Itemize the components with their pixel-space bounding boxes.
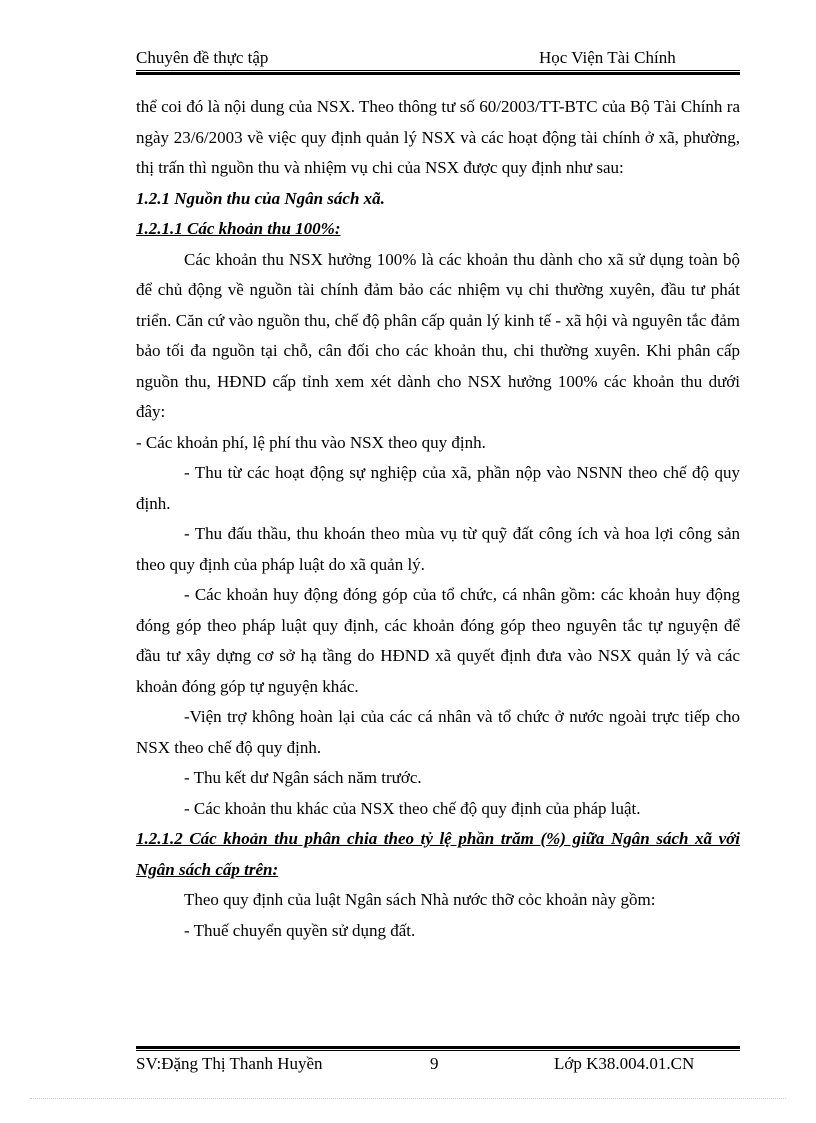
footer-rule-thin: [136, 1050, 740, 1051]
heading-1-2-1-2: 1.2.1.2 Các khoản thu phân chia theo tỷ lệ phần trăm (%) giữa Ngân sách xã với Ngân sách cấp trên:: [136, 829, 740, 879]
header-rule-thin: [136, 70, 740, 71]
bullet-other-revenue: - Các khoản thu khác của NSX theo chế độ quy định của pháp luật.: [184, 798, 641, 818]
page-number: 9: [430, 1054, 439, 1073]
bullet-fees: - Các khoản phí, lệ phí thu vào NSX theo quy định.: [136, 432, 486, 452]
bullet-land-bidding: - Thu đấu thầu, thu khoán theo mùa vụ từ quỹ đất công ích và hoa lợi công sản theo quy định của pháp luật do xã quản lý.: [136, 524, 740, 574]
heading-1-2-1-1: 1.2.1.1 Các khoản thu 100%:: [136, 219, 341, 238]
footer-class-code: Lớp K38.004.01.CN: [554, 1054, 695, 1073]
page-header: [136, 48, 740, 70]
paragraph-intro: thể coi đó là nội dung của NSX. Theo thông tư số 60/2003/TT-BTC của Bộ Tài Chính ra ngày 23/6/2003 về việc quy định quản lý NSX và các hoạt động tài chính ở xã, phường, thị trấn thì nguồn thu và nhiệm vụ chi của NSX được quy định như sau:: [136, 97, 740, 177]
bullet-foreign-aid: -Viện trợ không hoàn lại của các cá nhân và tổ chức ở nước ngoài trực tiếp cho NSX theo chế độ quy định.: [136, 707, 740, 757]
footer-student-name: SV:Đặng Thị Thanh Huyền: [136, 1054, 323, 1073]
header-left-title: Chuyên đề thực tập: [136, 48, 269, 67]
footer-rule-thick: [136, 1046, 740, 1049]
header-right-title: Học Viện Tài Chính: [539, 48, 676, 67]
paragraph-shared-revenue: Theo quy định của luật Ngân sách Nhà nước thỡ cỏc khoản này gồm:: [184, 890, 656, 909]
bullet-contributions: - Các khoản huy động đóng góp của tổ chức, cá nhân gồm: các khoản huy động đóng góp theo pháp luật quy định, các khoản đóng góp theo nguyên tắc tự nguyện để đầu tư xây dựng cơ sở hạ tầng do HĐND xã quyết định đưa vào NSX quản lý và các khoản đóng góp tự nguyện khác.: [136, 585, 740, 696]
header-rule-thick: [136, 72, 740, 75]
page-footer: [136, 1054, 740, 1076]
paragraph-revenue-100: Các khoản thu NSX hưởng 100% là các khoản thu dành cho xã sử dụng toàn bộ để chủ động về nguồn tài chính đảm bảo các nhiệm vụ chi thường xuyên, đầu tư phát triển. Căn cứ vào nguồn thu, chế độ phân cấp quản lý kinh tế - xã hội và nguyên tắc đảm bảo tối đa nguồn tại chỗ, cân đối cho các khoản thu, chi thường xuyên. Khi phân cấp nguồn thu, HĐND cấp tỉnh xem xét dành cho NSX hưởng 100% các khoản thu dưới đây:: [136, 249, 740, 421]
page-body: [136, 92, 740, 946]
page-bottom-border: [30, 1098, 786, 1099]
bullet-budget-surplus: - Thu kết dư Ngân sách năm trước.: [184, 768, 422, 787]
heading-1-2-1: 1.2.1 Nguồn thu của Ngân sách xã.: [136, 188, 385, 208]
bullet-land-transfer-tax: - Thuế chuyển quyền sử dụng đất.: [184, 920, 416, 940]
bullet-service-activities: - Thu từ các hoạt động sự nghiệp của xã, phần nộp vào NSNN theo chế độ quy định.: [136, 463, 740, 513]
